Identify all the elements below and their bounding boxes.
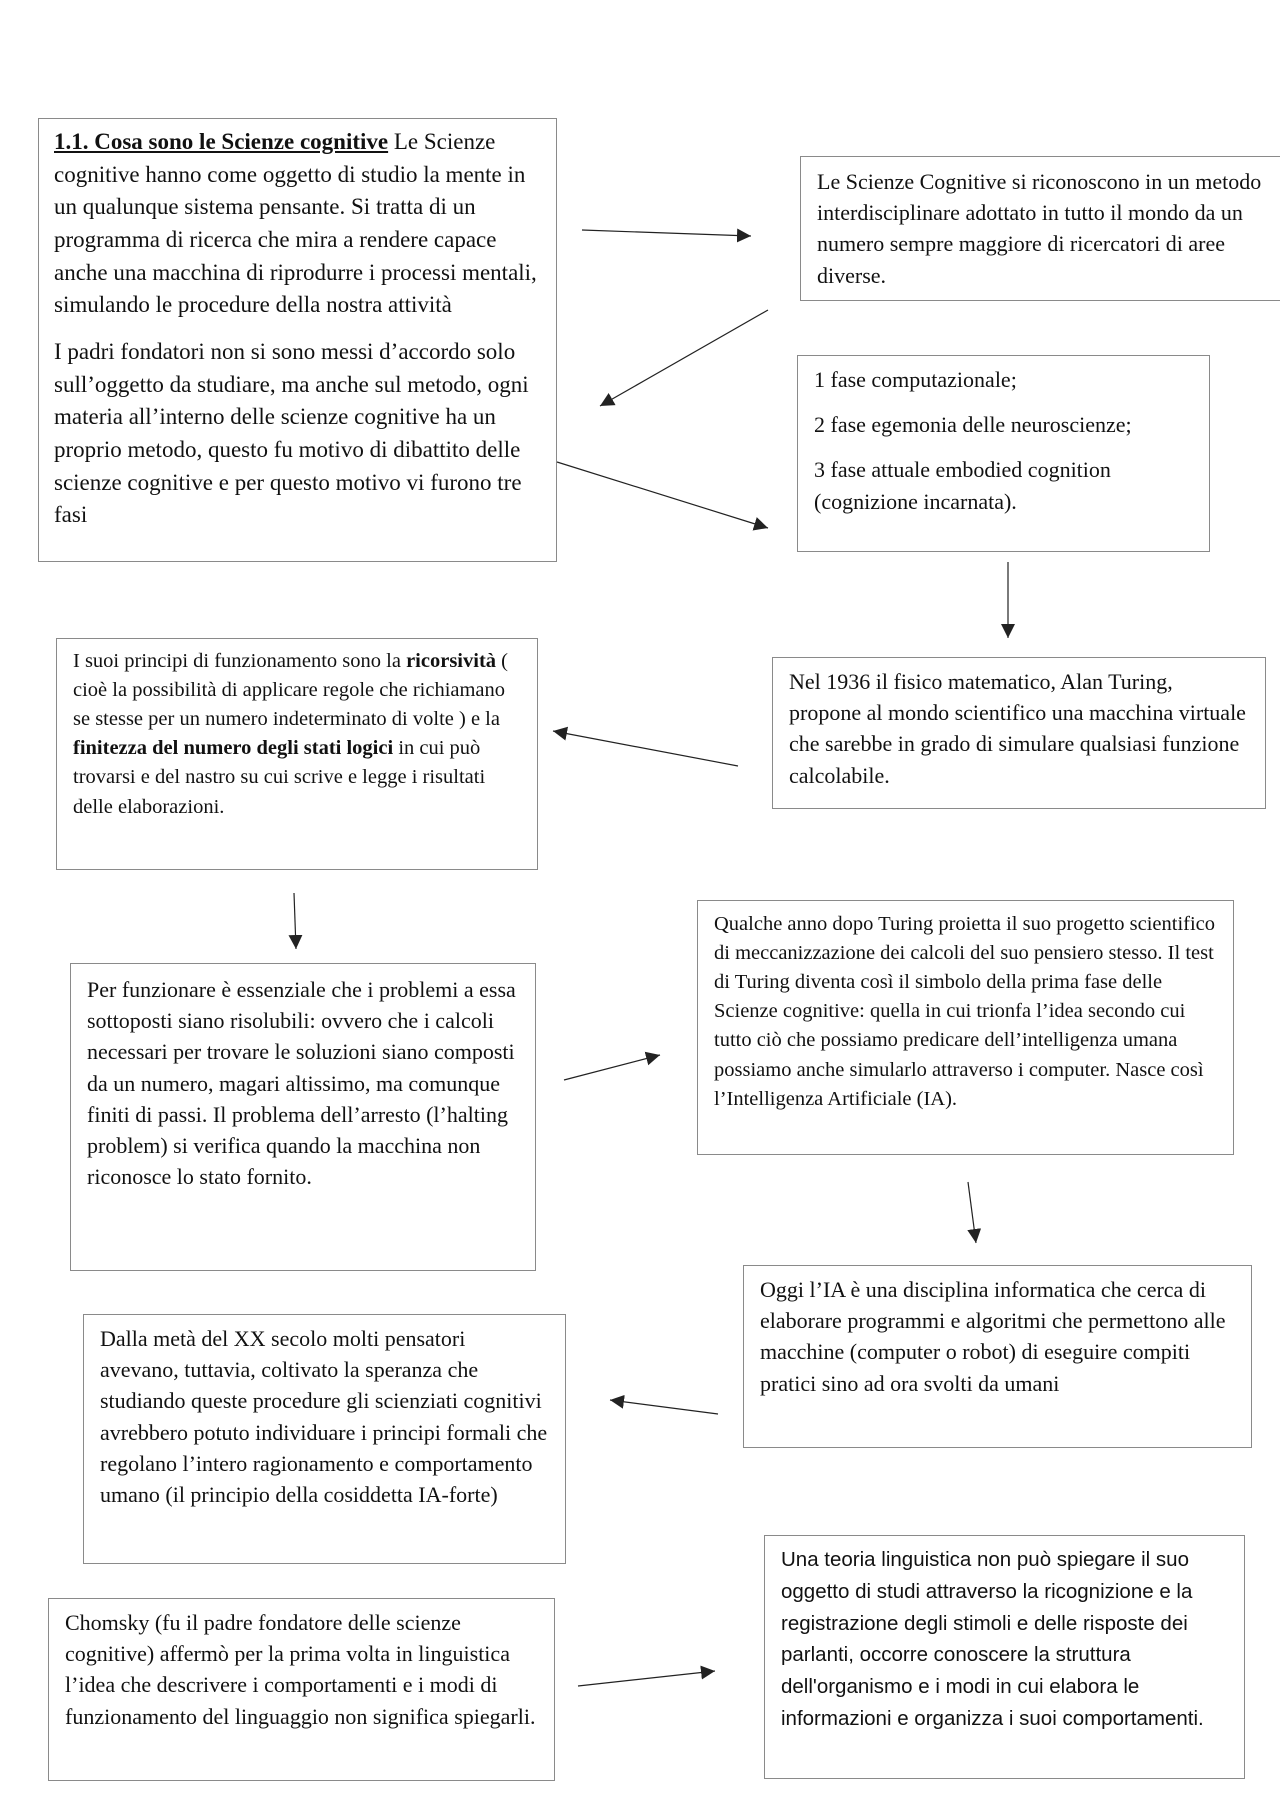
finitezza-term: finitezza del numero degli stati logici: [73, 737, 394, 760]
arrow-principi-to-funzionare: [294, 893, 296, 949]
arrow-metodo-to-padri: [600, 310, 768, 406]
fase-3: 3 fase attuale embodied cognition (cognizione incarnata).: [814, 457, 1111, 514]
arrow-ia-to-xx-secolo: [610, 1400, 718, 1414]
arrow-padri-to-fasi: [557, 462, 768, 528]
arrow-chomsky-to-teoria: [578, 1671, 715, 1686]
arrow-definizione-to-metodo: [582, 230, 751, 236]
teoria-linguistica-text: Una teoria linguistica non può spiegare il suo oggetto di studi attraverso la ricognizione e la registrazione degli stimoli e delle risposte dei parlanti, occorre conoscere la struttura dell'organismo e i modi in cui elabora le informazioni e organizza i suoi comportamenti.: [781, 1548, 1204, 1730]
padri-fondatori-text: I padri fondatori non si sono messi d’accordo solo sull’oggetto da studiare, ma anche sul metodo, ogni materia all’interno delle scienze cognitive ha un proprio metodo, questo fu motivo di dibattito delle scienze cognitive e per questo motivo vi furono tre fasi: [54, 338, 529, 528]
ricorsivita-term: ricorsività: [406, 650, 497, 672]
section-heading: 1.1. Cosa sono le Scienze cognitive: [54, 129, 389, 154]
funzionare-text: Per funzionare è essenziale che i problemi a essa sottoposti siano risolubili: ovvero che i calcoli necessari per trovare le soluzioni siano composti da un numero, magari altissimo, ma comunque finiti di passi. Il problema dell’arresto (l’halting problem) si verifica quando la macchina non riconosce lo stato fornito.: [87, 977, 516, 1190]
test-turing-text: Qualche anno dopo Turing proietta il suo progetto scientifico di meccanizzazione dei calcoli del suo pensiero stesso. Il test di Turing diventa così il simbolo della prima fase delle Scienze cognitive: quella in cui trionfa l’idea secondo cui tutto ciò che possiamo predicare dell’intelligenza umana possiamo anche simularlo attraverso i computer. Nasce così l’Intelligenza Artificiale (IA).: [714, 913, 1216, 1110]
arrow-test-to-ia: [968, 1182, 976, 1243]
fase-1: 1 fase computazionale;: [814, 367, 1017, 392]
metodo-text: Le Scienze Cognitive si riconoscono in un metodo interdisciplinare adottato in tutto il mondo da un numero sempre maggiore di ricercatori di aree diverse.: [817, 169, 1262, 288]
principi-text-1: I suoi principi di funzionamento sono la: [73, 650, 407, 672]
ia-oggi-text: Oggi l’IA è una disciplina informatica che cerca di elaborare programmi e algoritmi che permettono alle macchine (computer o robot) di eseguire compiti pratici sino ad ora svolti da umani: [760, 1277, 1226, 1396]
intro-text: Le Scienze cognitive hanno come oggetto di studio la mente in un qualunque sistema pensante. Si tratta di un programma di ricerca che mira a rendere capace anche una macchina di riprodurre i processi mentali, simulando le procedure della nostra attività: [54, 129, 537, 318]
arrow-turing-to-principi: [553, 731, 738, 766]
turing-text: Nel 1936 il fisico matematico, Alan Turing, propone al mondo scientifico una macchina virtuale che sarebbe in grado di simulare qualsiasi funzione calcolabile.: [789, 669, 1246, 788]
chomsky-text: Chomsky (fu il padre fondatore delle scienze cognitive) affermò per la prima volta in linguistica l’idea che descrivere i comportamenti e i modi di funzionamento del linguaggio non significa spiegarli.: [65, 1610, 536, 1729]
fase-2: 2 fase egemonia delle neuroscienze;: [814, 412, 1132, 438]
arrow-funzionare-to-test: [564, 1055, 660, 1080]
principi-text-2: ( cioè la possibilità di applicare regole che richiamano se stesse per un numero indeterminato di volte ) e la: [73, 650, 508, 731]
xx-secolo-text: Dalla metà del XX secolo molti pensatori avevano, tuttavia, coltivato la speranza che studiando queste procedure gli scienziati cognitivi avrebbero potuto individuare i principi formali che regolano l’intero ragionamento e comportamento umano (il principio della cosiddetta IA-forte): [100, 1326, 548, 1508]
principi-text-3: in cui può trovarsi e del nastro su cui scrive e legge i risultati delle elaborazioni.: [73, 737, 486, 818]
